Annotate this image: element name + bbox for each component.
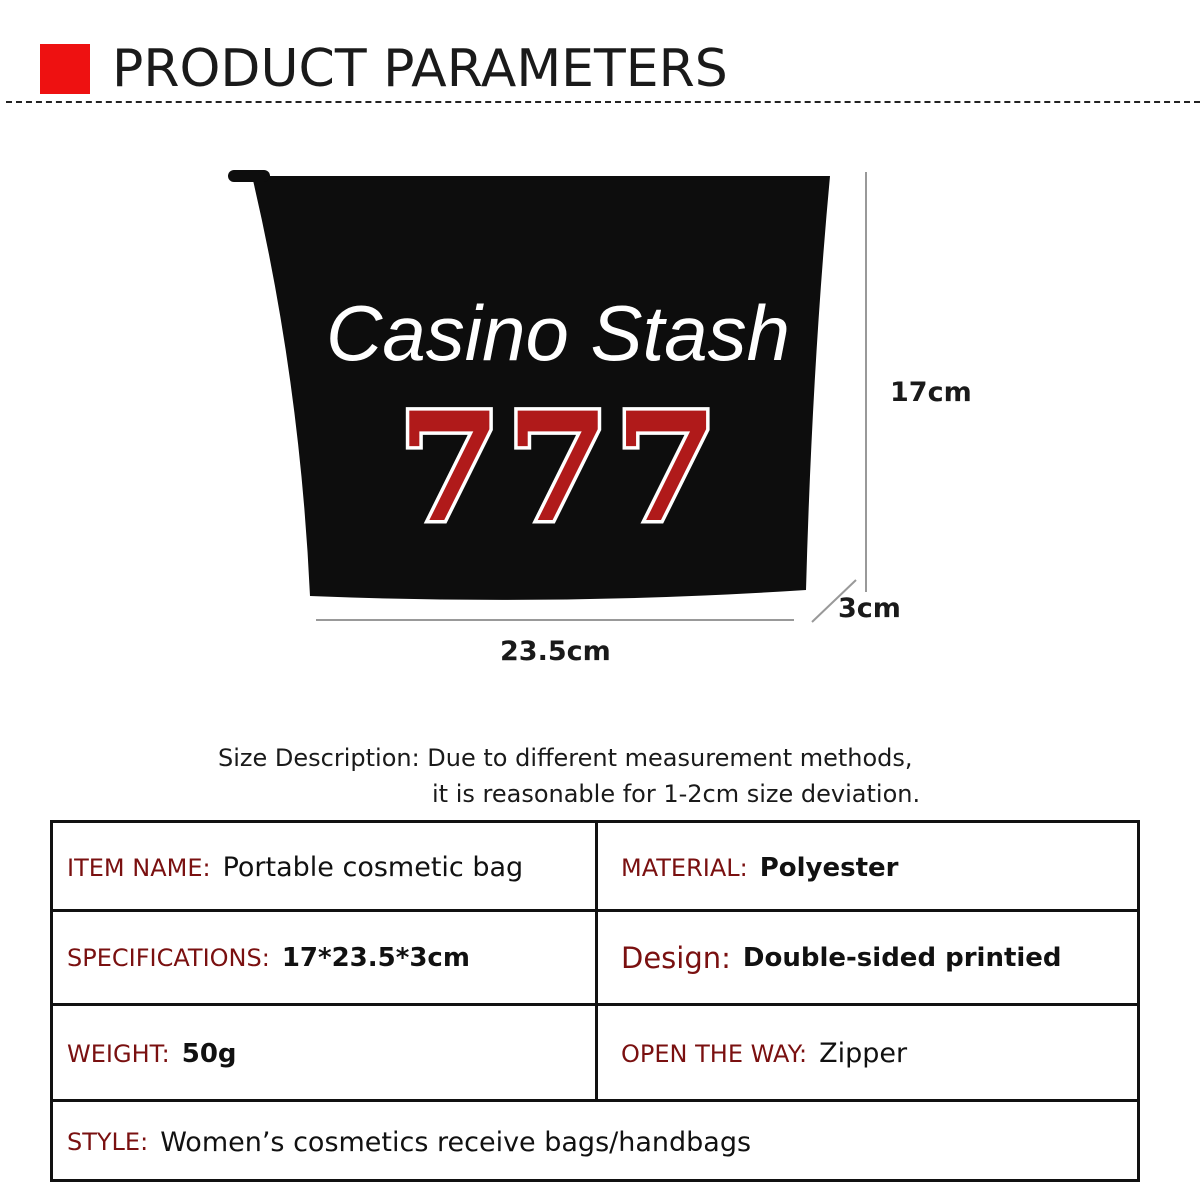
- spec-table: [50, 820, 1140, 1182]
- item-name-label: ITEM NAME:: [67, 853, 211, 882]
- table-row: [53, 823, 1137, 912]
- zipper-pull-icon: [228, 170, 270, 182]
- style-label: STYLE:: [67, 1128, 149, 1156]
- weight-cell: [67, 1006, 237, 1101]
- width-label: 23.5cm: [500, 636, 611, 667]
- page-title: PRODUCT PARAMETERS: [112, 39, 728, 99]
- depth-label: 3cm: [838, 593, 901, 624]
- material-cell: [621, 823, 899, 912]
- item-name-value: Portable cosmetic bag: [222, 852, 524, 883]
- table-row: [53, 1003, 1137, 1101]
- size-description-line2: it is reasonable for 1-2cm size deviation.: [432, 780, 921, 808]
- weight-label: WEIGHT:: [67, 1039, 170, 1068]
- bag-print-777: 777: [397, 380, 723, 556]
- design-label: Design:: [621, 940, 731, 975]
- table-row: [53, 1099, 1137, 1182]
- item-name-cell: [67, 823, 523, 912]
- weight-value: 50g: [181, 1038, 237, 1069]
- specifications-label: SPECIFICATIONS:: [67, 943, 270, 972]
- design-cell: [621, 912, 1062, 1003]
- size-description-line1: Size Description: Due to different measurement methods,: [218, 744, 913, 772]
- material-label: MATERIAL:: [621, 853, 748, 882]
- material-value: Polyester: [759, 852, 899, 883]
- design-value: Double-sided printied: [742, 942, 1062, 973]
- style-cell: [67, 1102, 751, 1182]
- height-label: 17cm: [890, 377, 972, 408]
- specifications-cell: [67, 912, 470, 1003]
- open-the-way-value: Zipper: [819, 1038, 908, 1069]
- specifications-value: 17*23.5*3cm: [281, 942, 470, 973]
- style-value: Women’s cosmetics receive bags/handbags: [160, 1126, 752, 1158]
- table-row: [53, 909, 1137, 1003]
- open-the-way-cell: [621, 1006, 907, 1101]
- bag-print-text: Casino Stash: [326, 289, 790, 377]
- open-the-way-label: OPEN THE WAY:: [621, 1039, 808, 1068]
